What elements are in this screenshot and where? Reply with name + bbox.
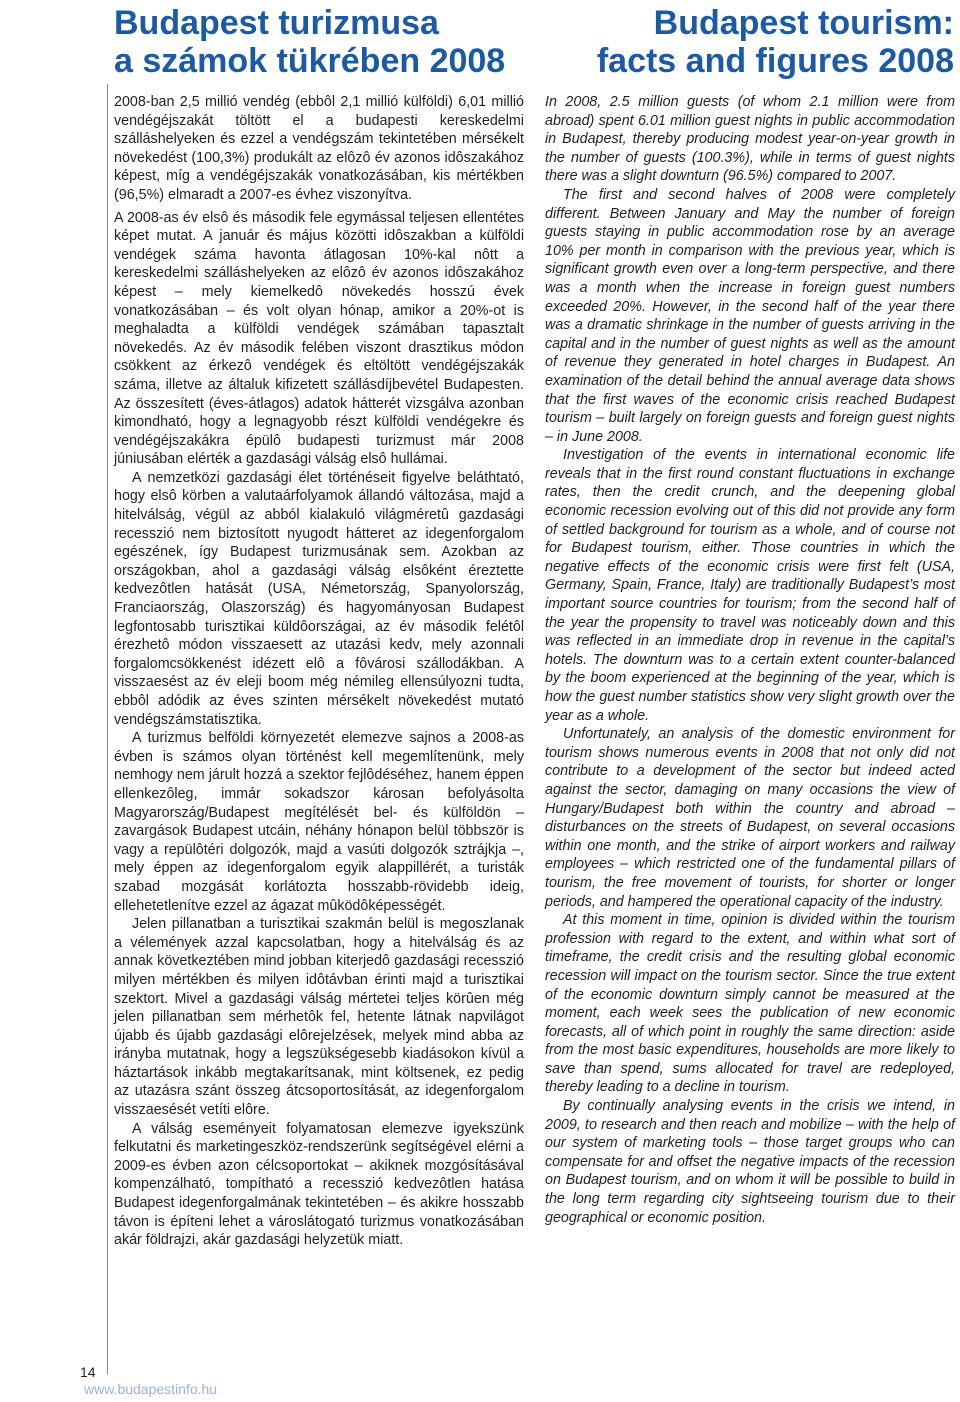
hungarian-paragraph: A nemzetközi gazdasági élet történéseit figyelve beláthtató, hogy elsô körben a valutaárfolyamok állandó változása, majd a hitelválság, végül az abból kialakuló világméretû gazdasági recesszió nem biztosított nyugodt hátteret az idegenforgalom egészének, így Budapest turizmusának sem. Azokban az országokban, ahol a gazdasági válság elsôként éreztette kedvezôtlen hatását (USA, Németország, Spanyolország, Franciaország, Olaszország) és hagyományosan Budapest legfontosabb turisztikai küldôországai, az év második felétôl érezhetô módon visszaesett az utazási kedv, mely azonnali forgalomcsökkenést idézett elô a fôvárosi szállodákban. A visszaesést az év eleji boom még némileg ellensúlyozni tudta, ebbôl adódik az éves szinten mérsékelt növekedést mutató vendégszámstatisztika. [114, 469, 524, 728]
hungarian-paragraph: A 2008-as év elsô és második fele egymással teljesen ellentétes képet mutat. A január és május közötti idôszakban a külföldi vendégek száma havonta átlagosan 10%-kal nôtt a kereskedelmi szálláshelyeken az elôzô év azonos idôszakához képest – mely kiemelkedô növekedés hosszú évek vonatkozásában – és volt olyan hónap, amikor a 20%-ot is meghaladta a külföldi vendégek számában tapasztalt növekedés. Az év második felében viszont drasztikus módon csökkent az érkezô vendégek és eltöltött vendégéjszakák száma, illetve az általuk kifizetett szállásdíjbevétel Budapesten. Az összesített (éves-átlagos) adatok hátterét vizsgálva azonban kimondható, hogy a legnagyobb részt külföldi vendégekre és vendégéjszakákra épülô budapesti turizmust már 2008 júniusában elérték a gazdasági válság elsô hullámai. [114, 209, 524, 468]
hungarian-text-column [114, 93, 524, 1250]
title-english-line-2: facts and figures 2008 [596, 42, 954, 80]
hungarian-paragraph: A válság eseményeit folyamatosan elemezve igyekszünk felkutatni és marketingeszköz-rendszerünk segítségével elérni a 2009-es évben azon célcsoportokat – akiknek mozgósításával kompenzálható, tompítható a recesszió kedvezôtlen hatása Budapest idegenforgalmának tekintetében – és akikre hosszabb távon is építeni lehet a városlátogató turizmus vonatkozásában akár földrajzi, akár gazdasági helyzetük miatt. [114, 1120, 524, 1249]
title-hungarian [114, 4, 505, 80]
english-paragraph: In 2008, 2.5 million guests (of whom 2.1 million were from abroad) spent 6.01 million guest nights in public accommodation in Budapest, thereby producing modest year-on-year growth in the number of guests (100.3%), while in terms of guest nights there was a slight downturn (96.5%) compared to 2007. [545, 94, 955, 185]
title-hungarian-line-2: a számok tükrében 2008 [114, 42, 506, 80]
hungarian-paragraph: 2008-ban 2,5 millió vendég (ebbôl 2,1 millió külföldi) 6,01 millió vendégéjszakát töltött el a budapesti kereskedelmi szálláshelyeken és ezzel a vendégszám tekintetében mérsékelt növekedést (100,3%) produkált az elôzô év azonos idôszakához képest, míg a vendégéjszakák vonatkozásában, kis mértékben (96,5%) elmaradt a 2007-es évhez viszonyítva. [114, 94, 524, 203]
title-hungarian-line-1: Budapest turizmusa [114, 4, 439, 42]
hungarian-paragraph: Jelen pillanatban a turisztikai szakmán belül is megoszlanak a vélemények azzal kapcsolatban, hogy a hitelválság és az annak következtében mind jobban kiterjedô gazdasági recesszió milyen mértékben és milyen idôtávban érinti majd a turisztikai szektort. Mivel a gazdasági válság mértetei teljes körûen még jelen pillanatban sem mérhetôk fel, hetente látnak napvilágot újabb és újabb gazdasági elôrejelzések, melyek mind abba az irányba mutatnak, hogy a legszükségesebb kiadásokon kívül a háztartások inkább megtakarítsanak, mint költsenek, ez pedig az utazásra szánt összeg átcsoportosítását, az idegenforgalom visszaesését vetíti elôre. [114, 916, 524, 1119]
page-number: 14 [80, 1364, 96, 1380]
page-sidebar [0, 0, 107, 1402]
english-paragraph: By continually analysing events in the crisis we intend, in 2009, to research and then reach and mobilize – with the help of our system of marketing tools – those target groups who can compensate for and offset the negative impacts of the recession on Budapest tourism, and on whom it will be possible to build in the long term regarding city sightseeing tourism due to their geographical or economic position. [545, 1098, 955, 1226]
english-paragraph: The first and second halves of 2008 were completely different. Between January and May the number of foreign guests staying in public accommodation rose by an average 10% per month in comparison with the previous year, which is significant growth even over a long-term perspective, and there was a month when the increase in foreign guest numbers exceeded 20%. However, in the second half of the year there was a dramatic shrinkage in the number of guests arriving in the capital and in the number of guest nights as well as the amount of revenue they generated in hotel charges in Budapest. An examination of the detail behind the annual average data shows that the first waves of the economic crisis reached Budapest tourism – built largely on foreign guests and foreign guest nights – in June 2008. [545, 186, 955, 445]
title-english-line-1: Budapest tourism: [653, 4, 954, 42]
english-paragraph: Investigation of the events in international economic life reveals that in the first round constant fluctuations in exchange rates, then the credit crunch, and the deepening global economic recession evolving out of this did not provide any form of settled background for tourism as a whole, and of course not for Budapest tourism, either. Those countries in which the negative effects of the economic crisis were first felt (USA, Germany, Spain, France, Italy) are traditionally Budapest’s most important source countries for tourism; from the second half of the year the propensity to travel was noticeably down and this was reflected in an immediate drop in revenue in the capital’s hotels. The downturn was to a certain extent counter-balanced by the boom experienced at the beginning of the year, which is how the guest number statistics show very slight growth over the year as a whole. [545, 447, 955, 724]
sidebar-divider [107, 84, 108, 1374]
title-english [597, 4, 954, 80]
english-text-column [545, 93, 955, 1227]
english-paragraph: At this moment in time, opinion is divided within the tourism profession with regard to the extent, and within what sort of timeframe, the credit crisis and the resulting global economic recession will impact on the tourism sector. Since the true extent of the economic downturn simply cannot be measured at the moment, each week sees the publication of new economic forecasts, all of which point in roughly the same direction: aside from the most basic expenditures, households are more likely to save than spend, sums allocated for travel are redeployed, thereby leading to a decline in tourism. [545, 912, 955, 1096]
english-paragraph: Unfortunately, an analysis of the domestic environment for tourism shows numerous events in 2008 that not only did not contribute to a development of the sector but indeed acted against the sector, damaging on many occasions the view of Hungary/Budapest both within the country and abroad – disturbances on the streets of Budapest, on several occasions within one month, and the strike of airport workers and railway employees – which restricted one of the fundamental pillars of tourism, the free movement of tourists, for shorter or longer periods, and hampered the operational capacity of the industry. [545, 726, 955, 910]
hungarian-paragraph: A turizmus belföldi környezetét elemezve sajnos a 2008-as évben is számos olyan történést kell megemlítenünk, mely nemhogy nem járult hozzá a szektor fejlôdéséhez, hanem éppen ellenkezôleg, immár sokadszor károsan befolyásolta Magyarország/Budapest megítélését bel- és külföldön – zavargások Budapest utcáin, néhány hónapon belül többször is vagy a repülôtéri dolgozók, majd a vasúti dolgozók sztrájkja –, mely éppen az idegenforgalom egyik alappillérét, a turisták szabad mozgását korlátozta hosszabb-rövidebb ideig, ellehetetlenítve ezzel az ágazat mûködôképességét. [114, 730, 524, 914]
footer-url: www.budapestinfo.hu [84, 1381, 218, 1397]
